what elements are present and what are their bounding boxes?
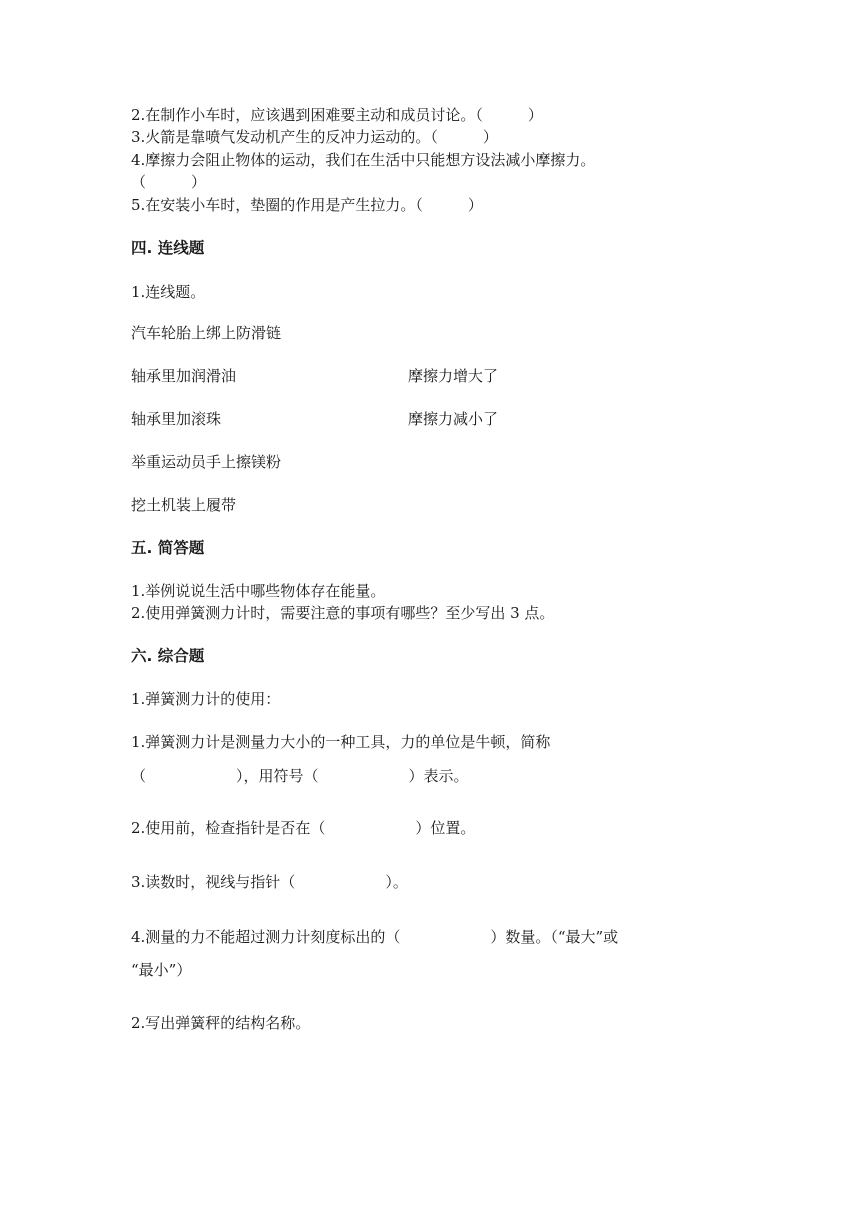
fill-blank-4-line-a: 4.测量的力不能超过测力计刻度标出的（ ）数量。（“最大”或: [131, 928, 619, 946]
judgment-item-5: 5.在安装小车时，垫圈的作用是产生拉力。（ ）: [131, 196, 483, 214]
matching-left-item: 挖土机装上履带: [131, 496, 237, 514]
matching-right-item: 摩擦力减小了: [408, 410, 499, 428]
judgment-item-4: 4.摩擦力会阻止物体的运动，我们在生活中只能想方设法减小摩擦力。: [131, 151, 596, 169]
fill-blank-3: 3.读数时，视线与指针（ ）。: [131, 873, 408, 891]
judgment-item-2: 2.在制作小车时，应该遇到困难要主动和成员讨论。（ ）: [131, 106, 543, 124]
section-heading-matching: 四. 连线题: [131, 239, 205, 257]
fill-blank-1-line-a: 1.弹簧测力计是测量力大小的一种工具，力的单位是牛顿，简称: [131, 733, 551, 751]
matching-left-item: 轴承里加滚珠: [131, 410, 222, 428]
short-answer-item-1: 1.举例说说生活中哪些物体存在能量。: [131, 582, 386, 600]
matching-left-item: 举重运动员手上擦镁粉: [131, 453, 282, 471]
fill-blank-4-line-b: “最小”）: [131, 961, 192, 979]
comprehensive-question-2: 2.写出弹簧秤的结构名称。: [131, 1014, 311, 1032]
fill-blank-2: 2.使用前，检查指针是否在（ ）位置。: [131, 819, 476, 837]
matching-left-item: 轴承里加润滑油: [131, 367, 237, 385]
matching-question: 1.连线题。: [131, 283, 206, 301]
matching-right-item: 摩擦力增大了: [408, 367, 499, 385]
judgment-item-3: 3.火箭是靠喷气发动机产生的反冲力运动的。（ ）: [131, 128, 498, 146]
short-answer-item-2: 2.使用弹簧测力计时，需要注意的事项有哪些？至少写出 3 点。: [131, 604, 555, 622]
matching-left-item: 汽车轮胎上绑上防滑链: [131, 324, 282, 342]
judgment-item-4-blank: （ ）: [131, 173, 207, 191]
fill-blank-1-line-b: （ ），用符号（ ）表示。: [131, 767, 469, 785]
comprehensive-question-1: 1.弹簧测力计的使用：: [131, 690, 281, 708]
section-heading-comprehensive: 六. 综合题: [131, 647, 205, 665]
section-heading-short-answer: 五. 简答题: [131, 539, 205, 557]
